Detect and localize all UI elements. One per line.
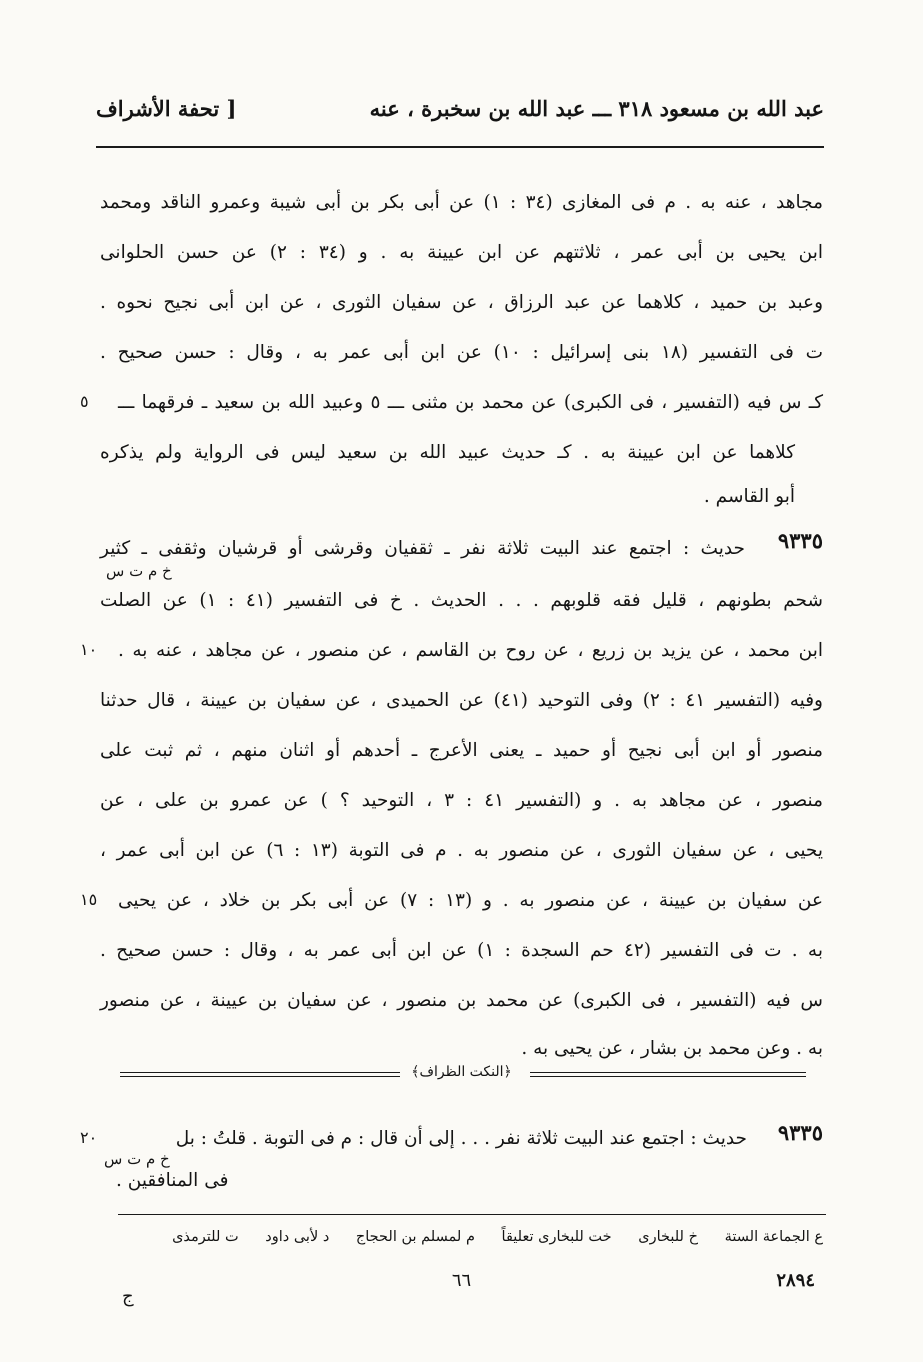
text-line: به . ت فى التفسير (٤٢ حم السجدة : ١) عن ابن أبى عمر به ، وقال : حسن صحيح . — [100, 940, 823, 961]
hadith-sigla: خ م ت س — [106, 562, 172, 580]
text-line: ابن محمد ، عن يزيد بن زريع ، عن روح بن القاسم ، عن منصور ، عن مجاهد ، عنه به . — [118, 640, 823, 661]
running-header — [96, 96, 824, 138]
line-number: ٢٠ — [80, 1128, 98, 1147]
abbrev-item: ت للترمذى — [172, 1229, 239, 1245]
text-line: شحم بطونهم ، قليل فقه قلوبهم . . . الحديث . خ فى التفسير (٤١ : ١) عن الصلت — [100, 590, 823, 611]
text-line: منصور أو ابن أبى نجيح أو حميد ـ يعنى الأعرج ـ أحدهم أو اثنان منهم ، ثم ثبت على — [100, 740, 823, 761]
text-line: وعبد بن حميد ، كلاهما عن عبد الرزاق ، عن سفيان الثورى ، عن ابن أبى نجيح نحوه . — [100, 292, 823, 313]
section-label: النكت الظراف — [419, 1064, 504, 1080]
text-line: يحيى ، عن سفيان الثورى ، عن منصور به . م فى التوبة (١٣ : ٦) عن ابن أبى عمر ، — [100, 840, 824, 861]
text-line: منصور ، عن مجاهد به . و (التفسير ٤١ : ٣ ، التوحيد ؟ ) عن عمرو بن على ، عن — [100, 790, 823, 811]
header-book-title: [ تحفة الأشراف — [96, 96, 237, 121]
divider-line-bottom — [530, 1076, 806, 1077]
header-rule — [96, 146, 824, 148]
text-line: وفيه (التفسير ٤١ : ٢) وفى التوحيد (٤١) عن الحميدى ، عن سفيان بن عيينة ، قال حدثنا — [100, 690, 823, 711]
line-number: ١٥ — [80, 890, 98, 909]
abbrev-item: خ للبخارى — [638, 1229, 698, 1245]
signature-letter: ج — [122, 1286, 134, 1307]
abbrev-item: ع الجماعة الستة — [724, 1229, 823, 1245]
abbreviation-key — [150, 1229, 823, 1245]
line-number: ٥ — [80, 392, 89, 411]
divider-line-top — [530, 1072, 806, 1073]
text-line: س فيه (التفسير ، فى الكبرى) عن محمد بن منصور ، عن سفيان بن عيينة ، عن منصور — [100, 990, 823, 1011]
signature-code: ٢٨٩٤ — [776, 1270, 815, 1291]
nukat-sigla: خ م ت س — [104, 1150, 170, 1168]
nukat-line: فى المنافقين . — [116, 1170, 229, 1191]
abbrev-item: خت للبخارى تعليقاً — [501, 1229, 612, 1245]
text-line: عن سفيان بن عيينة ، عن منصور به . و (١٣ : ٧) عن أبى بكر بن خلاد ، عن يحيى — [118, 890, 824, 911]
nukat-line: حديث : اجتمع عند البيت ثلاثة نفر . . . إلى أن قال : م فى التوبة . قلتُ : بل — [175, 1128, 747, 1149]
text-line: كلاهما عن ابن عيينة به . كـ حديث عبيد الله بن سعيد ليس فى الرواية ولم يذكره — [100, 442, 795, 463]
footer-rule — [118, 1214, 826, 1215]
text-line: به . وعن محمد بن بشار ، عن يحيى به . — [521, 1038, 823, 1059]
text-line: ابن يحيى بن أبى عمر ، ثلاثتهم عن ابن عيينة به . و (٣٤ : ٢) عن حسن الحلوانى — [100, 242, 823, 263]
text-line: مجاهد ، عنه به . م فى المغازى (٣٤ : ١) عن أبى بكر بن أبى شيبة وعمرو الناقد ومحمد — [100, 192, 824, 213]
section-divider-label: ﴿النكت الظراف﴾ — [411, 1064, 512, 1080]
line-number: ١٠ — [80, 640, 98, 659]
text-line: أبو القاسم . — [703, 486, 795, 507]
abbrev-item: د لأبى داود — [265, 1229, 330, 1245]
text-line: حديث : اجتمع عند البيت ثلاثة نفر ـ ثقفيان وقرشى أو قرشيان وثقفى ـ كثير — [100, 538, 745, 559]
page-number: ٦٦ — [451, 1270, 472, 1291]
hadith-number: ٩٣٣٥ — [777, 528, 823, 553]
abbrev-item: م لمسلم بن الحجاج — [355, 1229, 475, 1245]
text-line: كـ س فيه (التفسير ، فى الكبرى) عن محمد بن مثنى ـــ ٥ وعبيد الله بن سعيد ـ فرقهما ـــ — [118, 392, 824, 413]
nukat-hadith-number: ٩٣٣٥ — [777, 1120, 823, 1145]
text-line: ت فى التفسير (١٨ بنى إسرائيل : ١٠) عن ابن أبى عمر به ، وقال : حسن صحيح . — [100, 342, 823, 363]
header-title: عبد الله بن مسعود ٣١٨ ـــ عبد الله بن سخبرة ، عنه — [369, 96, 824, 121]
